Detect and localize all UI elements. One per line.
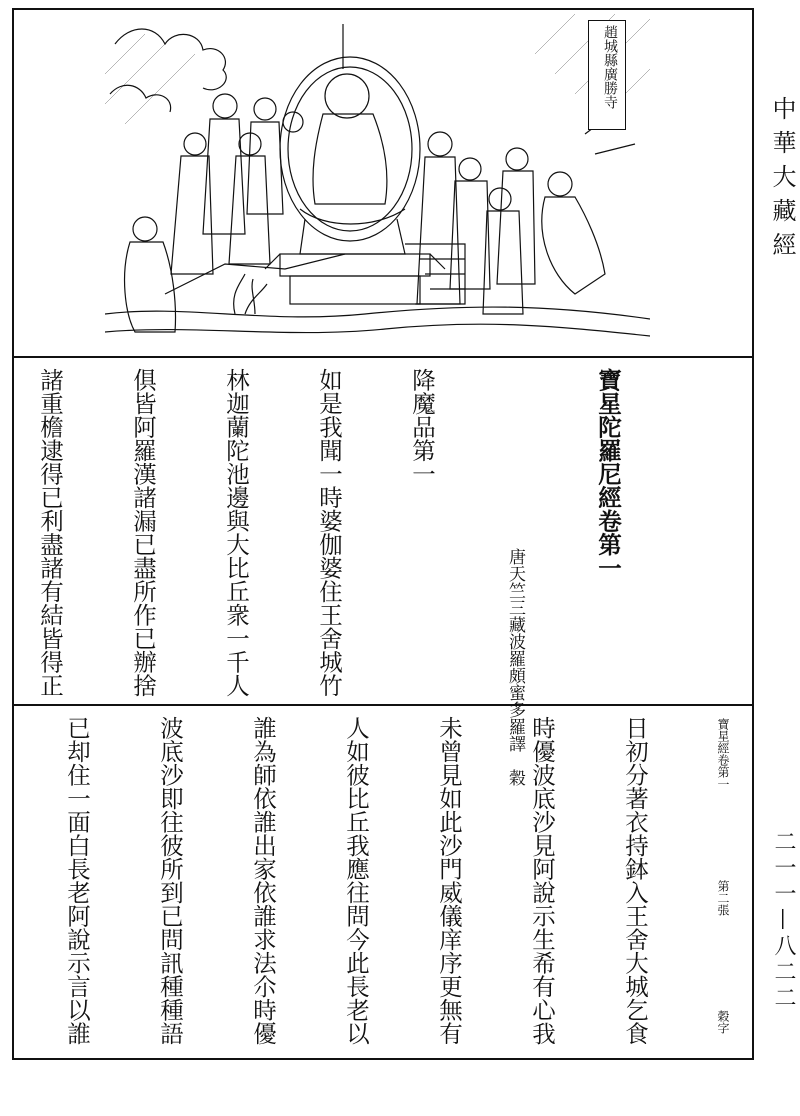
upper-text-panel bbox=[36, 368, 685, 786]
translator-line bbox=[499, 368, 530, 786]
sheet-marker-mid: 第二張 bbox=[716, 880, 730, 916]
lower-text-panel bbox=[42, 716, 712, 1056]
sheet-marker-bottom: 穀字 bbox=[716, 1010, 730, 1034]
text-column: 俱皆阿羅漢諸漏已盡所作已辦捨 bbox=[129, 368, 157, 697]
page-number: 二一一—八二二 bbox=[771, 830, 796, 1012]
text-column: 諸重檐逮得已利盡諸有結皆得正 bbox=[36, 368, 64, 697]
text-column: 日初分著衣持鉢入王舍大城乞食 bbox=[621, 716, 649, 1045]
text-column: 波底沙即往彼所到已問訊種種語 bbox=[156, 716, 184, 1045]
text-column: 人如彼比丘我應往問今此長老以 bbox=[342, 716, 370, 1045]
divider-top bbox=[12, 356, 754, 358]
text-column: 已却住一面白長老阿說示言以誰 bbox=[63, 716, 91, 1045]
text-column: 時優波底沙見阿說示生希有心我 bbox=[528, 716, 556, 1045]
sheet-marker-top: 寶星經卷第一 bbox=[716, 718, 730, 790]
buddha-assembly-woodcut-icon bbox=[105, 14, 650, 349]
text-column: 未曾見如此沙門威儀庠序更無有 bbox=[435, 716, 463, 1045]
text-column: 林迦蘭陀池邊與大比丘衆一千人 bbox=[222, 368, 250, 697]
text-column: 誰為師依誰出家依誰求法尒時優 bbox=[249, 716, 277, 1045]
divider-bottom bbox=[12, 704, 754, 706]
temple-label: 趙城縣廣勝寺 bbox=[588, 20, 626, 130]
text-column: 降魔品第一 bbox=[408, 368, 436, 486]
text-column: 如是我聞一時婆伽婆住王舍城竹 bbox=[315, 368, 343, 697]
scroll-title: 寶星陀羅尼經卷第一 bbox=[594, 368, 622, 580]
translator-text: 唐天竺三藏波羅頗蜜多羅譯 穀 bbox=[505, 548, 525, 786]
woodcut-illustration bbox=[105, 14, 650, 349]
collection-title: 中華大藏經 bbox=[768, 96, 796, 266]
